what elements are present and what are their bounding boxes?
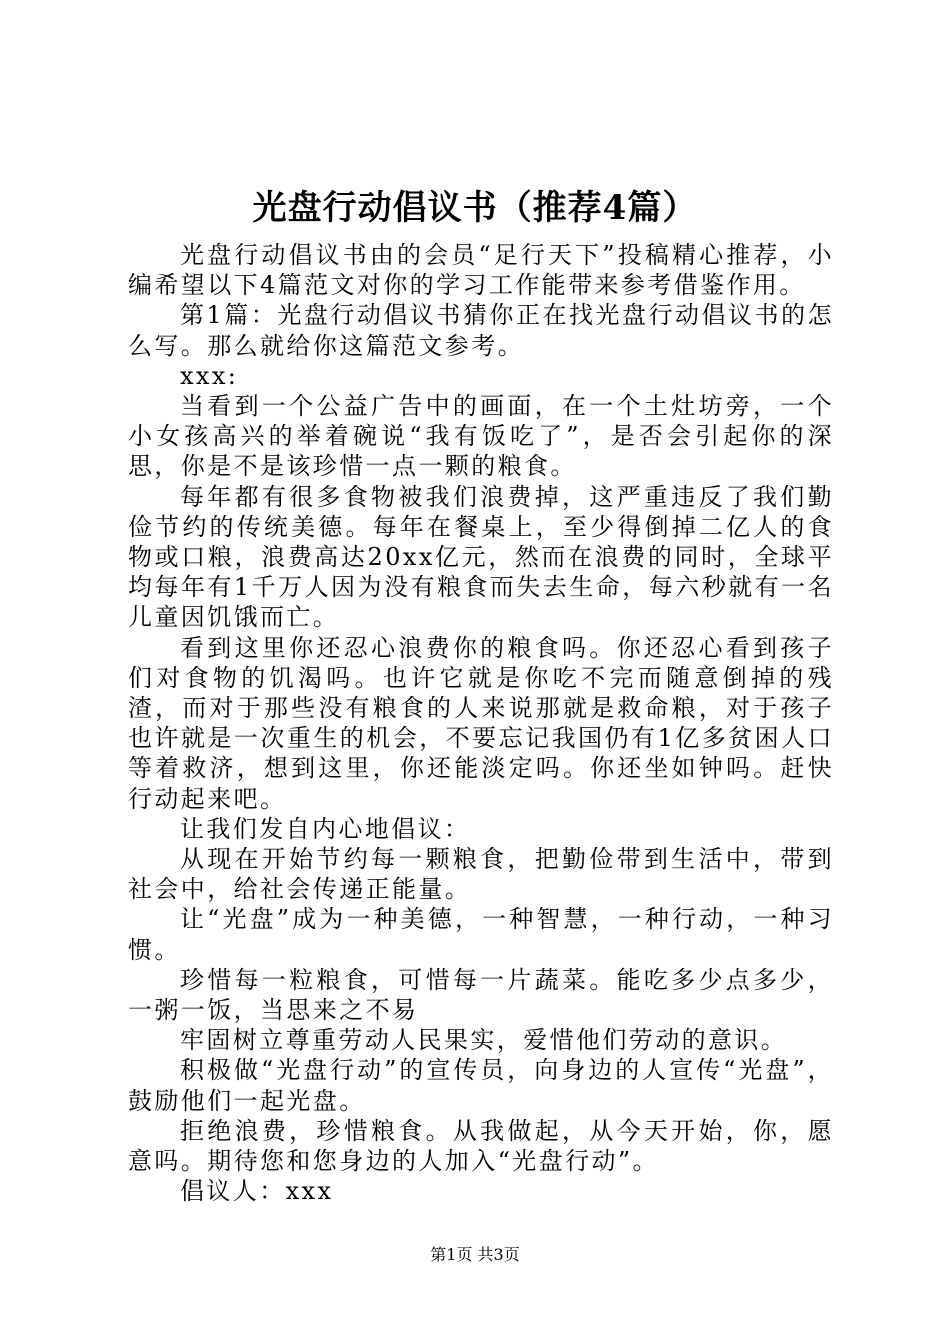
paragraph-body: 看到这里你还忍心浪费你的粮食吗。你还忍心看到孩子们对食物的饥渴吗。也许它就是你吃不完而随意倒掉的残渣，而对于那些没有粮食的人来说那就是救命粮，对于孩子也许就是一次重生的机会，不要忘记我国仍有1亿多贫困人口等着救济，想到这里，你还能淡定吗。你还坐如钟吗。赶快行动起来吧。	[128, 633, 834, 813]
paragraph-proposal-item: 拒绝浪费，珍惜粮食。从我做起，从今天开始，你，愿意吗。期待您和您身边的人加入“光盘行动”。	[128, 1116, 834, 1176]
paragraph-proposal-item: 积极做“光盘行动”的宣传员，向身边的人宣传“光盘”，鼓励他们一起光盘。	[128, 1056, 834, 1115]
paragraph-proposal-item: 牢固树立尊重劳动人民果实，爱惜他们劳动的意识。	[180, 1026, 788, 1055]
paragraph-proposal-intro: 让我们发自内心地倡议：	[180, 814, 471, 843]
paragraph-proposal-item: 从现在开始节约每一颗粮食，把勤俭带到生活中，带到社会中，给社会传递正能量。	[128, 845, 834, 904]
paragraph-proposal-item: 让“光盘”成为一种美德，一种智慧，一种行动，一种习惯。	[128, 905, 834, 964]
paragraph-proposal-item: 珍惜每一粒粮食，可惜每一片蔬菜。能吃多少点多少，一粥一饭，当思来之不易	[128, 965, 834, 1025]
document-title: 光盘行动倡议书（推荐4篇）	[252, 188, 698, 228]
paragraph-signature: 倡议人：xxx	[180, 1177, 334, 1206]
paragraph-salutation: xxx:	[180, 361, 239, 390]
paragraph-intro: 光盘行动倡议书由的会员“足行天下”投稿精心推荐，小编希望以下4篇范文对你的学习工作能带来参考借鉴作用。	[128, 241, 834, 300]
page-number-footer: 第1页 共3页	[430, 1245, 520, 1264]
paragraph-article-heading: 第1篇：光盘行动倡议书猜你正在找光盘行动倡议书的怎么写。那么就给你这篇范文参考。	[128, 301, 834, 360]
paragraph-body: 每年都有很多食物被我们浪费掉，这严重违反了我们勤俭节约的传统美德。每年在餐桌上，至少得倒掉二亿人的食物或口粮，浪费高达20xx亿元，然而在浪费的同时，全球平均每年有1千万人因为没有粮食而失去生命，每六秒就有一名儿童因饥饿而亡。	[128, 482, 834, 632]
document-body	[128, 240, 834, 1207]
paragraph-body: 当看到一个公益广告中的画面，在一个土灶坊旁，一个小女孩高兴的举着碗说“我有饭吃了”，是否会引起你的深思，你是不是该珍惜一点一颗的粮食。	[128, 392, 834, 481]
